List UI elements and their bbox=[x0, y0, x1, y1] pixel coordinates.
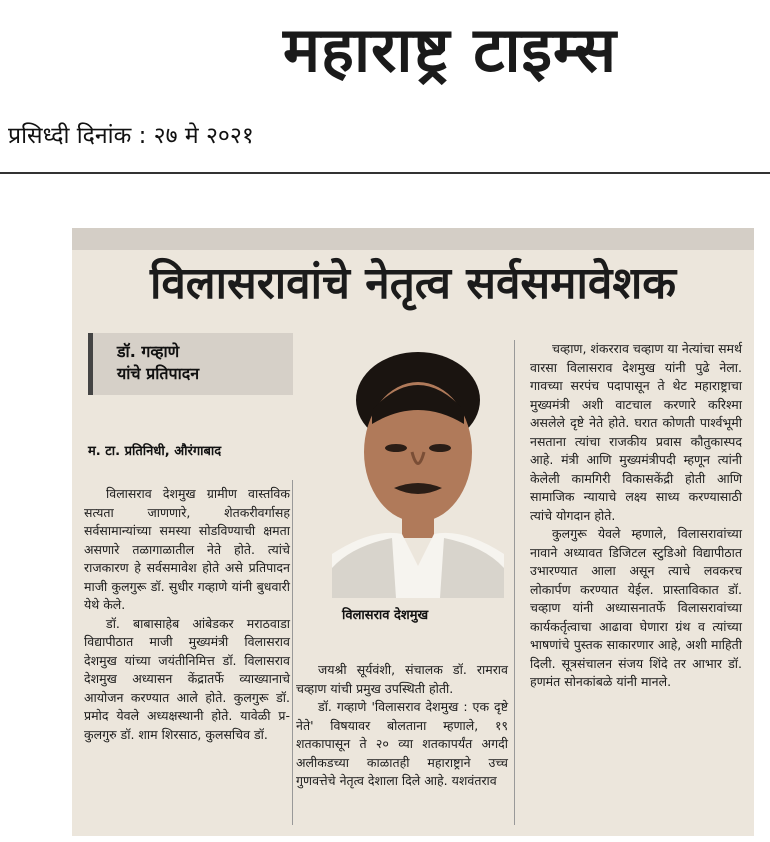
column-2-paragraph-1: जयश्री सूर्यवंशी, संचालक डॉ. रामराव चव्हाण यांची प्रमुख उपस्थिती होती. bbox=[296, 662, 508, 696]
masthead: महाराष्ट्र टाइम्स bbox=[282, 13, 618, 86]
column-1-paragraph-2: डॉ. बाबासाहेब आंबेडकर मराठवाडा विद्यापीठात माजी मुख्यमंत्री विलासराव देशमुख यांच्या जयंतीनिमित्त डॉ. विलासराव देशमुख अध्यासन केंद्रातर्फे व्याख्यानाचे आयोजन करण्यात आले होते. कुलगुरू डॉ. प्रमोद येवले अध्यक्षस्थानी होते. यावेळी प्र-कुलगुरु डॉ. शाम शिरसाठ, कुलसचिव डॉ. bbox=[84, 615, 290, 742]
column-3-paragraph-1: चव्हाण, शंकरराव चव्हाण या नेत्यांचा समर्थ वारसा विलासराव देशमुख यांनी पुढे नेला. गावच्या सरपंच पदापासून ते थेट महाराष्ट्राचा मुख्यमंत्री अशी वाटचाल करणारे करिश्मा असलेले दृष्टे नेते होते. घरात कोणती पार्श्वभूमी नसताना त्यांचा राजकीय प्रवास कौतुकास्पद आहे. मंत्री आणि मुख्यमंत्रीपदी म्हणून त्यांनी केलेली कामगिरी विकासकेंद्री होती आणि सामाजिक न्यायाचे लक्ष्य साध्य करण्यासाठी त्यांचे योगदान होते. bbox=[530, 341, 742, 523]
column-1-paragraph-1: विलासराव देशमुख ग्रामीण वास्तविक सत्यता जाणणारे, शेतकरीवर्गासह सर्वसामान्यांच्या समस्या सोडविण्याची क्षमता असणारे तळागाळातील नेते होते. त्यांचे राजकारण हे सर्वसमावेश होते असे प्रतिपादन माजी कुलगुरू डॉ. सुधीर गव्हाणे यांनी बुधवारी येथे केले. bbox=[84, 486, 290, 612]
article-column-1 bbox=[84, 485, 290, 744]
subhead bbox=[117, 341, 199, 385]
subhead-line-2: यांचे प्रतिपादन bbox=[117, 364, 200, 383]
photo-caption: विलासराव देशमुख bbox=[342, 608, 429, 623]
publication-date: प्रसिध्दी दिनांक : २७ मे २०२१ bbox=[8, 123, 254, 149]
article-column-2 bbox=[296, 661, 508, 791]
divider-rule bbox=[0, 172, 770, 174]
byline: म. टा. प्रतिनिधी, औरंगाबाद bbox=[88, 444, 222, 459]
subhead-box bbox=[88, 333, 293, 395]
portrait-photo bbox=[332, 340, 504, 598]
column-3-paragraph-2: कुलगुरू येवले म्हणाले, विलासरावांच्या नावाने अध्यावत डिजिटल स्टुडिओ विद्यापीठात उभारण्यात आला असून त्याचे लवकरच लोकार्पण करण्यात येईल. प्रास्ताविकात डॉ. चव्हाण यांनी अध्यासनातर्फे विलासरावांच्या कार्यकर्तृत्वाचा आढावा घेणारा ग्रंथ व त्यांच्या भाषणांचे पुस्तक साकारणार आहे, अशी माहिती दिली. सूत्रसंचालन संजय शिंदे तर आभार डॉ. हणमंत सोनकांबळे यांनी मानले. bbox=[530, 526, 742, 689]
clipping-top-strip bbox=[72, 228, 754, 250]
article-headline: विलासरावांचे नेतृत्व सर्वसमावेशक bbox=[149, 258, 677, 309]
portrait-illustration bbox=[332, 340, 504, 598]
column-divider-2 bbox=[514, 340, 515, 825]
column-divider-1 bbox=[292, 480, 293, 825]
article-column-3 bbox=[530, 340, 742, 692]
column-2-paragraph-2: डॉ. गव्हाणे 'विलासराव देशमुख : एक दृष्टे नेते' विषयावर बोलताना म्हणाले, १९ शतकापासून ते २० व्या शतकापर्यंत अगदी अलीकडच्या काळातही महाराष्ट्राने उच्च गुणवत्तेचे नेतृत्व देशाला दिले आहे. यशवंतराव bbox=[296, 699, 508, 788]
subhead-line-1: डॉ. गव्हाणे bbox=[117, 342, 180, 361]
